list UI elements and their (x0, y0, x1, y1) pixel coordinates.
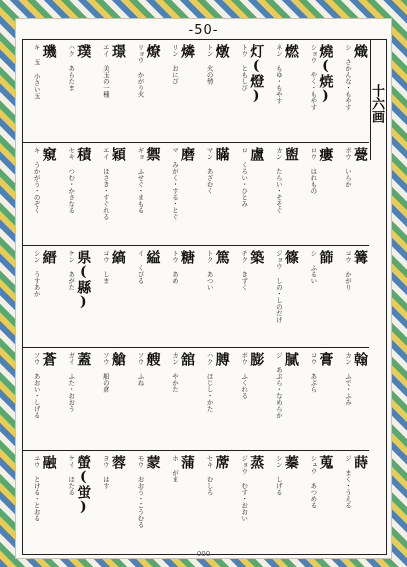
kanji-character: 磨 (179, 146, 196, 161)
kanji-reading: シン しげる (274, 455, 283, 496)
kanji-entry (92, 451, 127, 554)
kanji-entry (161, 40, 196, 142)
kanji-character: 膊 (213, 352, 230, 367)
kanji-character: 燉 (213, 44, 230, 58)
kanji-entry (58, 40, 93, 142)
kanji-reading: セキ むしろ (205, 455, 214, 496)
kanji-reading: シ ふるい (309, 249, 318, 284)
kanji-entry (231, 246, 266, 348)
kanji-reading: ギョ ふせぐ・まもる (136, 146, 145, 214)
kanji-reading: ケン あがた (67, 249, 76, 291)
kanji-reading: トウ あめ (171, 249, 180, 284)
kanji-row (23, 246, 369, 349)
kanji-entry (265, 451, 300, 554)
kanji-character: 膩 (282, 352, 299, 367)
kanji-character: 盧 (248, 146, 265, 161)
kanji-reading: コウ かがり (344, 249, 352, 291)
kanji-entry (127, 40, 162, 142)
kanji-entry (265, 143, 300, 245)
stroke-count-label: 十六画 (370, 40, 386, 160)
kanji-character: 蓉 (109, 455, 126, 470)
kanji-reading: キ 玉 小さい玉 (32, 44, 41, 99)
kanji-entry (231, 40, 266, 142)
kanji-reading: ロ くろい・ひとみ (240, 146, 249, 207)
kanji-entry (196, 348, 231, 450)
kanji-character: 甍 (352, 146, 368, 161)
dictionary-page (16, 19, 391, 558)
kanji-entry (300, 143, 335, 245)
kanji-character: 縉 (40, 249, 57, 264)
kanji-reading: マ みがく・する・とぐ (171, 146, 180, 220)
kanji-entry (92, 40, 127, 142)
page-footer: 000 (196, 550, 211, 558)
kanji-entry (92, 348, 127, 450)
kanji-character: 螢(蛍) (75, 455, 92, 516)
kanji-entry (161, 143, 196, 245)
kanji-entry (58, 451, 93, 554)
kanji-character: 璟 (109, 44, 126, 58)
kanji-entry (231, 348, 266, 450)
kanji-character: 艙 (109, 352, 126, 367)
kanji-entry (92, 143, 127, 245)
kanji-entry (161, 348, 196, 450)
kanji-reading: シ さかんな・もやす (344, 44, 352, 111)
kanji-reading: ソウ 船の倉 (101, 352, 110, 393)
kanji-reading: シン うすあか (32, 249, 41, 297)
kanji-reading: ガイ ふた・おおう (67, 352, 76, 413)
kanji-entry (300, 348, 335, 450)
kanji-reading: ネン もゆ・もやす (274, 44, 283, 104)
kanji-entry (127, 246, 162, 348)
kanji-row (23, 40, 369, 143)
kanji-entry (23, 348, 58, 450)
kanji-reading: カン たらい・そそぐ (274, 146, 283, 214)
kanji-reading: カン ふで・ふみ (344, 352, 352, 406)
kanji-character: 蒔 (352, 455, 368, 470)
kanji-reading: トク あつい (205, 249, 214, 291)
kanji-entry (334, 246, 369, 348)
kanji-entry (265, 40, 300, 142)
kanji-entry (23, 451, 58, 554)
kanji-reading: チク きずく (240, 249, 249, 291)
kanji-character: 糖 (179, 249, 196, 264)
kanji-character: 蒐 (317, 455, 334, 470)
kanji-reading: リョウ かがり火 (136, 44, 145, 98)
kanji-reading: トン 火の勢 (205, 44, 214, 85)
kanji-reading: エイ ほさき・すぐれる (101, 146, 110, 220)
kanji-character: 縊 (144, 249, 161, 264)
kanji-character: 蒙 (144, 455, 161, 470)
kanji-row (23, 451, 369, 554)
kanji-character: 蒼 (40, 352, 57, 367)
kanji-entry (231, 451, 266, 554)
kanji-entry (334, 40, 369, 142)
kanji-entry (334, 451, 369, 554)
kanji-reading: カン やかた (171, 352, 180, 393)
kanji-reading: ジョウ むす・おおい (240, 455, 249, 522)
kanji-reading: ハク あらたま (67, 44, 76, 91)
kanji-reading: ジョウ しの・しのだけ (274, 249, 283, 323)
kanji-entry (300, 451, 335, 554)
kanji-entry (92, 246, 127, 348)
kanji-character: 璣 (40, 44, 57, 58)
kanji-reading: イ くびる (136, 249, 145, 284)
kanji-character: 積 (75, 146, 92, 161)
kanji-entry (196, 451, 231, 554)
kanji-character: 篤 (213, 249, 230, 264)
kanji-reading: ハク ほじし・かた (205, 352, 214, 413)
kanji-reading: ボウ ふくれる (240, 352, 249, 400)
kanji-entry (334, 143, 369, 245)
kanji-character: 蓋 (75, 352, 92, 367)
kanji-reading: ジ まく・うえる (344, 455, 352, 509)
kanji-character: 篠 (282, 249, 299, 264)
kanji-character: 盥 (282, 146, 299, 161)
kanji-entry (23, 246, 58, 348)
kanji-character: 禦 (144, 146, 161, 161)
kanji-character: 蒲 (179, 455, 196, 470)
kanji-entry (58, 143, 93, 245)
kanji-character: 穎 (109, 146, 126, 161)
kanji-entry (127, 451, 162, 554)
kanji-reading: シュウ あつめる (309, 455, 318, 509)
kanji-entry (58, 348, 93, 450)
kanji-character: 艘 (144, 352, 161, 367)
kanji-entry (23, 143, 58, 245)
kanji-character: 膏 (317, 352, 334, 367)
kanji-character: 融 (40, 455, 57, 470)
kanji-character: 蒸 (248, 455, 265, 470)
kanji-reading: ソウ あおい・しげる (32, 352, 41, 419)
kanji-character: 蓆 (213, 455, 230, 470)
kanji-reading: ロウ はれもの (309, 146, 318, 194)
kanji-entry (334, 348, 369, 450)
kanji-entry (161, 246, 196, 348)
kanji-character: 窺 (40, 146, 57, 161)
kanji-character: 燐 (179, 44, 196, 58)
kanji-entry (23, 40, 58, 142)
kanji-character: 膨 (248, 352, 265, 367)
kanji-reading: エイ 美玉の一種 (101, 44, 110, 98)
kanji-reading: セキ つむ・かさなる (67, 146, 76, 214)
kanji-character: 篝 (352, 249, 368, 264)
kanji-entry (231, 143, 266, 245)
kanji-character: 築 (248, 249, 265, 264)
kanji-character: 舘 (179, 352, 196, 367)
kanji-reading: ケイ ほたる (67, 455, 76, 496)
kanji-row (23, 143, 369, 246)
kanji-reading: コウ あぶら (309, 352, 318, 393)
kanji-row (23, 348, 369, 451)
kanji-reading: モウ おおう・こうむる (136, 455, 145, 529)
kanji-character: 県(縣) (75, 249, 92, 310)
kanji-reading: ソウ ふね (136, 352, 145, 387)
kanji-grid (22, 39, 387, 555)
kanji-reading: ホ がま (171, 455, 180, 483)
kanji-reading: ボウ いらか (344, 146, 352, 188)
kanji-character: 瘻 (317, 146, 334, 161)
page-number: -50- (188, 23, 219, 38)
kanji-character: 篩 (317, 249, 334, 264)
kanji-character: 璞 (75, 44, 92, 58)
kanji-entry (127, 143, 162, 245)
kanji-entry (196, 40, 231, 142)
kanji-character: 灯(燈) (248, 44, 265, 104)
kanji-reading: マン あざむく (205, 146, 214, 194)
kanji-reading: リン おにび (171, 44, 180, 85)
kanji-entry (127, 348, 162, 450)
kanji-entry (196, 246, 231, 348)
kanji-entry (196, 143, 231, 245)
kanji-reading: ユウ とける・とおる (32, 455, 41, 522)
kanji-reading: ジ あぶら・なめらか (274, 352, 283, 419)
kanji-entry (265, 246, 300, 348)
kanji-rows (23, 40, 369, 554)
kanji-entry (300, 40, 335, 142)
kanji-reading: コウ しま (101, 249, 110, 284)
kanji-character: 熾 (352, 44, 368, 58)
kanji-entry (265, 348, 300, 450)
kanji-character: 燎 (144, 44, 161, 58)
kanji-character: 縞 (109, 249, 126, 264)
kanji-reading: ショウ やく・もやす (309, 44, 318, 111)
kanji-reading: ヨウ はす (101, 455, 110, 490)
kanji-entry (300, 246, 335, 348)
kanji-entry (58, 246, 93, 348)
kanji-reading: トウ ともしび (240, 44, 249, 91)
kanji-character: 燃 (282, 44, 299, 58)
kanji-character: 翰 (352, 352, 368, 367)
kanji-character: 燒(焼) (317, 44, 334, 104)
kanji-reading: キ うかがう・のぞく (32, 146, 41, 214)
kanji-entry (161, 451, 196, 554)
kanji-character: 蓁 (282, 455, 299, 470)
kanji-character: 瞞 (213, 146, 230, 161)
